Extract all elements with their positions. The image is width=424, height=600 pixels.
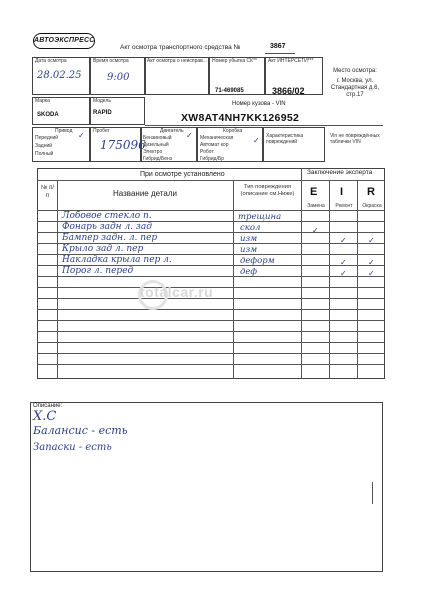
row-3-i: ✓	[340, 236, 347, 245]
row-2-e: ✓	[312, 226, 319, 235]
prev-act-label: Акт осмотра о неисправ...	[147, 58, 207, 64]
engine-option-electric: Электро	[143, 149, 163, 155]
agent-label: Акт ИНТЕРСЕТИ***	[268, 58, 314, 64]
time-value: 9:00	[107, 72, 130, 83]
drive-option-front: Передний	[35, 135, 59, 141]
row-2-part: Фонарь задн л. зад	[62, 222, 152, 232]
drive-option-rear: Задний	[35, 143, 53, 149]
watermark-text: totalcar.ru	[140, 284, 214, 300]
row-1-damage: трещина	[238, 212, 282, 222]
model-value: RAPID	[93, 110, 112, 116]
drive-label: Привод	[55, 128, 73, 134]
date-value: 28.02.25	[37, 70, 82, 81]
drive-check-icon: ✓	[78, 131, 85, 140]
mileage-label: Пробег	[93, 128, 110, 134]
agent-value: 3866/02	[272, 86, 305, 96]
claim-label: Номер убытка СК**	[212, 58, 257, 64]
section-title: При осмотре установлено	[140, 171, 225, 178]
row-4-part: Крыло зад л. пер	[62, 244, 144, 254]
vin-note: Vin не повреждённых таблички VIN	[330, 133, 380, 145]
document-title: Акт осмотра транспортного средства №	[120, 44, 241, 51]
gearbox-label: Коробка	[223, 128, 243, 134]
eir-r-header: R	[367, 186, 375, 198]
model-label: Модель	[93, 98, 111, 104]
engine-option-hybrid: Гибрид/Бенз	[143, 156, 173, 162]
eir-e-header: E	[310, 186, 318, 198]
notes-line-3: Запаски - есть	[33, 442, 112, 453]
engine-option-petrol: Бензиновый	[143, 135, 172, 141]
damage-header: Тип повреждения (описание см.Ниже)	[240, 184, 295, 197]
vin-label: Номер кузова - VIN	[232, 101, 286, 107]
eir-i-header: I	[340, 186, 344, 198]
row-3-r: ✓	[368, 236, 375, 245]
gearbox-option-manual: Механическая	[200, 135, 234, 141]
date-label: Дата осмотра	[35, 58, 67, 64]
place-label: Место осмотра:	[333, 68, 377, 74]
row-5-damage: деформ	[240, 256, 275, 266]
part-header: Название детали	[113, 189, 177, 198]
row-3-damage: изм	[240, 234, 258, 244]
row-5-i: ✓	[340, 258, 347, 267]
engine-option-diesel: Дизельный	[143, 142, 169, 148]
act-number: 3867	[270, 43, 286, 50]
engine-label: Двигатель	[160, 128, 184, 134]
claim-value: 71-469085	[215, 88, 244, 94]
num-header: № п/п	[40, 185, 55, 199]
row-1-part: Лобовое стекло п.	[62, 211, 152, 221]
time-label: Время осмотра	[93, 58, 129, 64]
gearbox-option-robot: Робот	[200, 149, 214, 155]
row-6-part: Порог л. перед	[62, 266, 134, 276]
notes-label: Описание:	[33, 403, 63, 409]
gearbox-option-auto: Автомат кор	[200, 142, 229, 148]
expert-title: Заключение эксперта	[307, 169, 373, 176]
eir-replace-label: Замена	[307, 203, 325, 209]
row-6-damage: деф	[240, 267, 258, 277]
gearbox-option-hybrid: Гибрид/Бр	[200, 156, 225, 162]
notes-line-2: Балансис - есть	[33, 424, 128, 437]
eir-paint-label: Окраска	[362, 203, 382, 209]
vin-value: XW8AT4NH7KK126952	[181, 112, 300, 124]
place-value: г. Москва, ул. Стандартная д.6, стр.17	[330, 78, 380, 98]
make-label: Марка	[35, 98, 50, 104]
row-6-r: ✓	[368, 269, 375, 278]
row-5-part: Накладка крыла пер л.	[62, 255, 172, 265]
engine-check-icon: ✓	[186, 131, 193, 140]
row-5-r: ✓	[368, 258, 375, 267]
row-2-damage: скол	[240, 223, 261, 233]
mileage-value: 175096	[100, 138, 146, 152]
row-4-damage: изм	[240, 245, 258, 255]
row-3-part: Бампер задн. л. пер	[62, 233, 158, 243]
row-6-i: ✓	[340, 269, 347, 278]
make-value: SKODA	[37, 112, 59, 118]
logo: АВТОЭКСПРЕСС	[33, 33, 95, 49]
eir-repair-label: Ремонт	[335, 203, 353, 209]
gearbox-check-icon: ✓	[253, 136, 260, 145]
notes-line-1: Х.С	[33, 409, 57, 424]
spec-label: Характеристика повреждений	[266, 133, 304, 145]
drive-option-full: Полный	[35, 151, 54, 157]
